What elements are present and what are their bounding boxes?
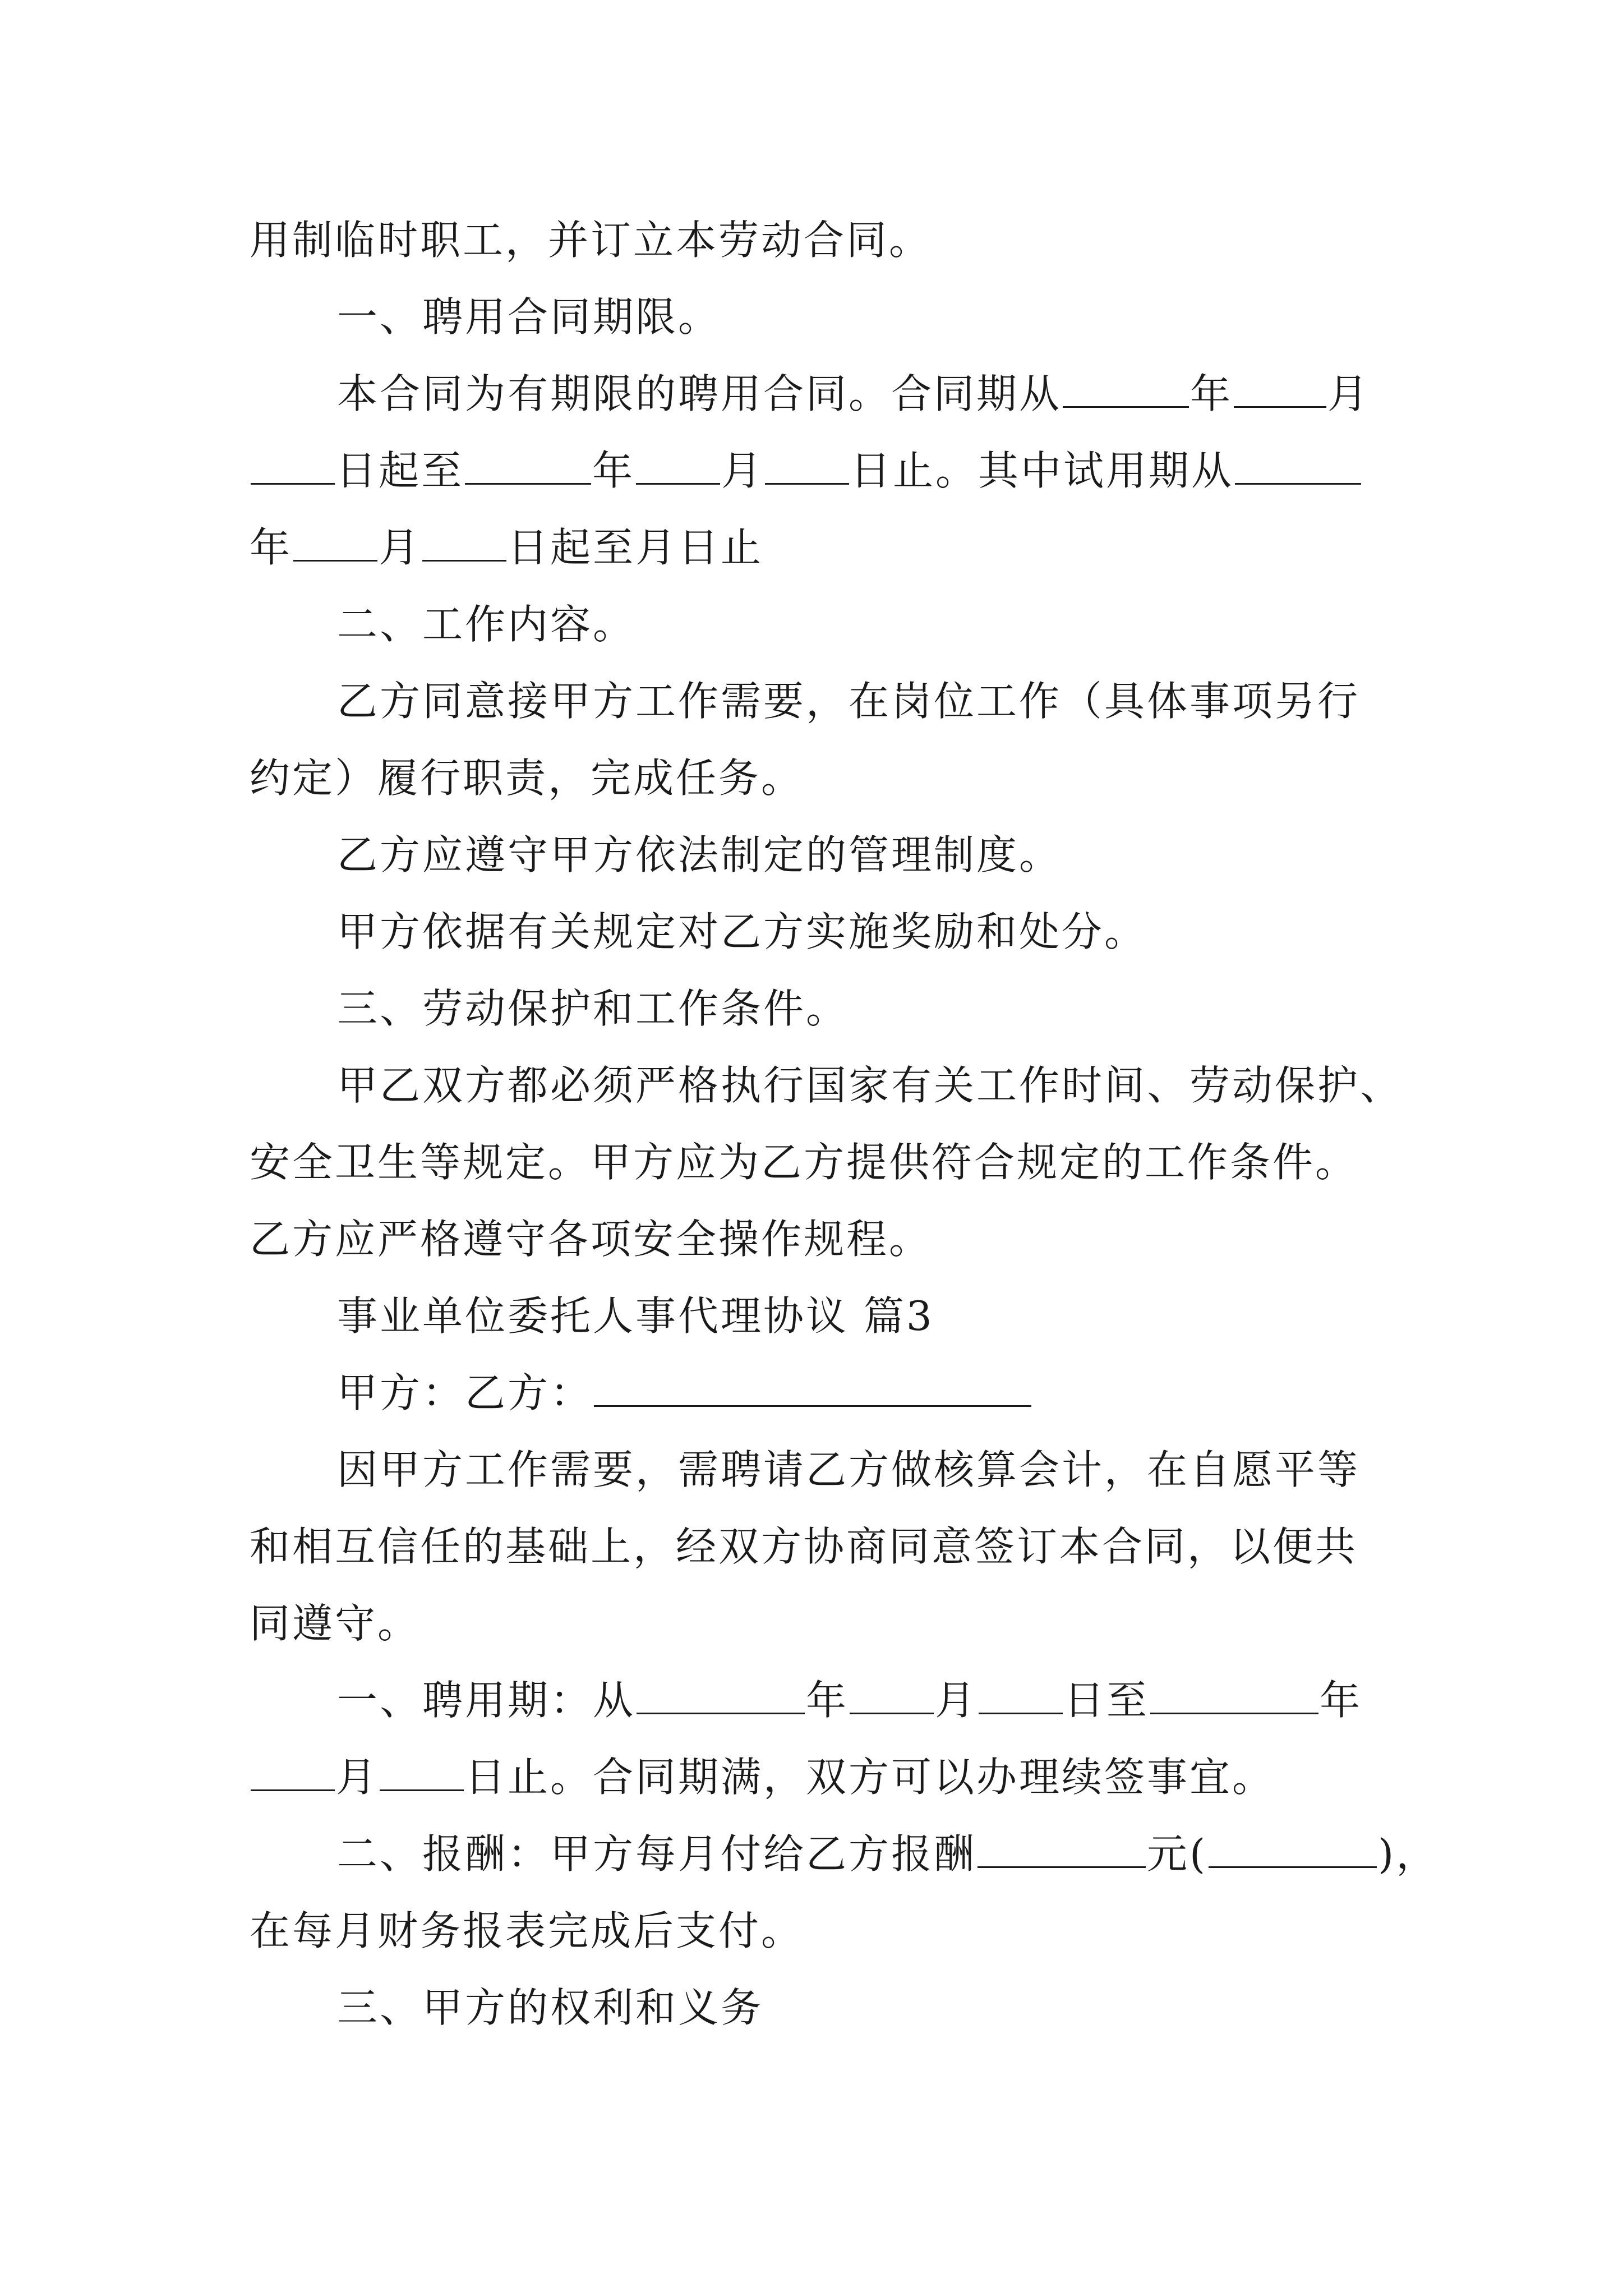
text: 本合同为有期限的聘用合同。合同期从 [337, 370, 1062, 417]
text: 三、甲方的权利和义务 [337, 1984, 764, 2031]
blank-field [765, 449, 849, 485]
text: 二、工作内容。 [337, 601, 636, 648]
text: 日至 [1064, 1677, 1150, 1724]
paragraph-line [250, 356, 1405, 432]
text: )， [1378, 1830, 1439, 1878]
blank-field [636, 449, 720, 485]
text: 约定）履行职责，完成任务。 [250, 754, 804, 802]
blank-field [1063, 372, 1189, 408]
text: 事业单位委托人事代理协议 篇3 [337, 1292, 934, 1340]
document-subtitle [250, 1278, 1405, 1355]
text: 甲方：乙方： [337, 1369, 593, 1416]
text: 和相互信任的基础上，经双方协商同意签订本合同，以便共 [250, 1523, 1358, 1570]
paragraph-line [250, 663, 1405, 740]
text: 安全卫生等规定。甲方应为乙方提供符合规定的工作条件。 [250, 1139, 1358, 1186]
paragraph-line [250, 894, 1405, 970]
section-heading [250, 1970, 1405, 2046]
text: 年 [806, 1677, 849, 1724]
text: 日止。合同期满，双方可以办理续签事宜。 [465, 1754, 1275, 1801]
paragraph-line [250, 1585, 1405, 1662]
text: 月 [1327, 370, 1371, 417]
text: 日起至月日止 [508, 524, 764, 571]
paragraph-line [250, 509, 1405, 586]
paragraph-line [250, 1047, 1405, 1124]
blank-field [251, 449, 335, 485]
text: 一、聘用期：从 [337, 1677, 636, 1724]
parties-line [250, 1355, 1405, 1432]
paragraph-line [250, 1816, 1439, 1893]
blank-field [465, 449, 591, 485]
paragraph-line [250, 1124, 1405, 1201]
blank-field [251, 1756, 335, 1791]
paragraph-line [250, 1662, 1405, 1739]
text: 因甲方工作需要，需聘请乙方做核算会计，在自愿平等 [337, 1446, 1361, 1493]
text: 乙方应严格遵守各项安全操作规程。 [250, 1216, 932, 1263]
text: 三、劳动保护和工作条件。 [337, 985, 849, 1032]
blank-field [1150, 1679, 1318, 1714]
paragraph-line [250, 432, 1405, 509]
blank-field [594, 1372, 1031, 1407]
blank-field [637, 1679, 805, 1714]
text: 元( [1147, 1830, 1208, 1878]
blank-field [380, 1756, 464, 1791]
text: 二、报酬：甲方每月付给乙方报酬 [337, 1830, 977, 1878]
text: 日止。其中试用期从 [850, 447, 1234, 494]
text: 甲乙双方都必须严格执行国家有关工作时间、劳动保护、 [337, 1062, 1403, 1109]
paragraph-line [250, 1432, 1405, 1508]
text: 乙方应遵守甲方依法制定的管理制度。 [337, 831, 1062, 878]
text: 一、聘用合同期限。 [337, 293, 721, 341]
text: 月 [336, 1754, 379, 1801]
text: 年 [592, 447, 635, 494]
paragraph-line [250, 1739, 1405, 1816]
text: 年 [1320, 1677, 1363, 1724]
text: 甲方依据有关规定对乙方实施奖励和处分。 [337, 908, 1147, 955]
text: 月 [721, 447, 764, 494]
blank-field [422, 526, 506, 562]
blank-field [850, 1679, 934, 1714]
section-heading [250, 970, 1405, 1047]
text: 年 [250, 524, 293, 571]
blank-field [1234, 372, 1326, 408]
text: 用制临时职工，并订立本劳动合同。 [250, 217, 932, 264]
text: 在每月财务报表完成后支付。 [250, 1907, 804, 1954]
document-body [250, 202, 1439, 2046]
paragraph-line [250, 1893, 1405, 1970]
paragraph-line [250, 1201, 1405, 1278]
blank-field [1209, 1833, 1377, 1868]
blank-field [293, 526, 377, 562]
paragraph-line [250, 1508, 1405, 1585]
section-heading [250, 279, 1405, 356]
paragraph-line [250, 202, 1405, 279]
section-heading [250, 586, 1405, 663]
blank-field [979, 1679, 1063, 1714]
text: 月 [379, 524, 422, 571]
text: 日起至 [336, 447, 464, 494]
paragraph-line [250, 740, 1405, 817]
paragraph-line [250, 817, 1405, 894]
text: 乙方同意接甲方工作需要，在岗位工作（具体事项另行 [337, 678, 1361, 725]
text: 月 [935, 1677, 978, 1724]
blank-field [1235, 449, 1361, 485]
blank-field [978, 1833, 1146, 1868]
text: 同遵守。 [250, 1600, 421, 1647]
text: 年 [1190, 370, 1233, 417]
